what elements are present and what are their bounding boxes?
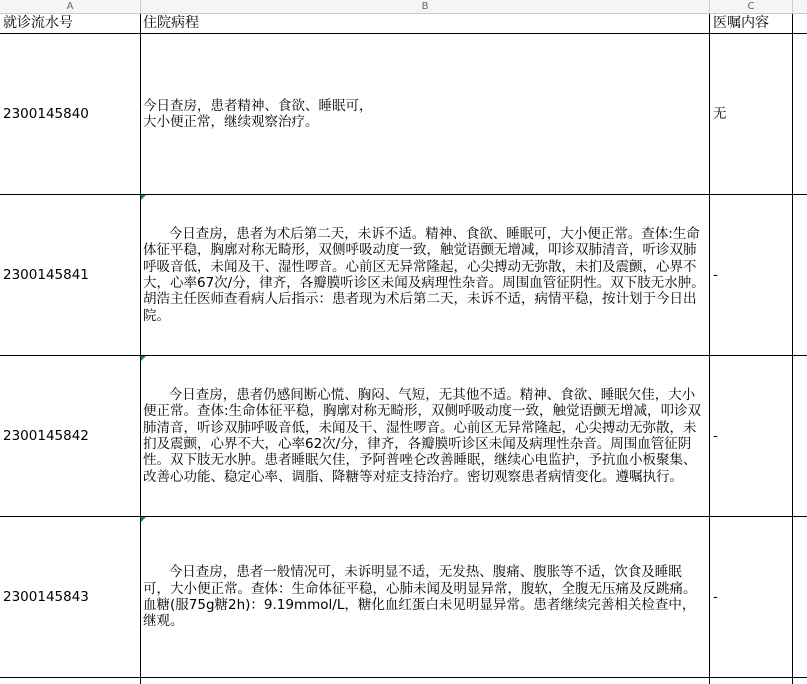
cell-order[interactable]: - [710, 195, 793, 355]
column-header-b[interactable]: B [141, 0, 710, 13]
cell-visit-id[interactable]: 2300145841 [0, 195, 141, 355]
table-row [0, 356, 807, 517]
table-row [0, 195, 807, 356]
empty-cell[interactable] [793, 517, 807, 677]
empty-cell[interactable] [793, 356, 807, 516]
cell-course[interactable]: 今日查房，患者精神、食欲、睡眠可， 大小便正常，继续观察治疗。 [141, 34, 710, 194]
empty-cell[interactable] [793, 34, 807, 194]
header-cell-course[interactable]: 住院病程 [141, 14, 710, 33]
table-row [0, 34, 807, 195]
table-row [0, 517, 807, 678]
cell-course[interactable]: 今日查房，患者一般情况可，未诉明显不适，无发热、腹痛、腹胀等不适，饮食及睡眠可，大小便正常。查体：生命体征平稳，心肺未闻及明显异常，腹软，全腹无压痛及反跳痛。血糖(服75g糖2h)：9.19mmol/L，糖化血红蛋白未见明显异常。患者继续完善相关检查中，继观。 [141, 517, 710, 677]
header-row [0, 14, 807, 34]
cell-visit-id[interactable]: 2300145843 [0, 517, 141, 677]
table-row [0, 678, 807, 684]
comment-indicator-icon [141, 517, 146, 522]
cell-visit-id[interactable]: 2300145842 [0, 356, 141, 516]
comment-indicator-icon [141, 195, 146, 200]
column-header-c[interactable]: C [710, 0, 793, 13]
cell-order[interactable]: 无 [710, 34, 793, 194]
empty-cell[interactable] [141, 678, 710, 684]
cell-course[interactable]: 今日查房，患者为术后第二天，未诉不适。精神、食欲、睡眠可，大小便正常。查体:生命体征平稳，胸廓对称无畸形，双侧呼吸动度一致，触觉语颤无增减，叩诊双肺清音，听诊双肺呼吸音低，未闻及干、湿性啰音。心前区无异常隆起，心尖搏动无弥散，未扪及震颤，心界不大，心率67次/分，律齐，各瓣膜听诊区未闻及病理性杂音。周围血管征阴性。双下肢无水肿。胡浩主任医师查看病人后指示：患者现为术后第二天，未诉不适，病情平稳，按计划于今日出院。 [141, 195, 710, 355]
empty-cell[interactable] [0, 678, 141, 684]
empty-cell[interactable] [793, 678, 807, 684]
cell-order[interactable]: - [710, 517, 793, 677]
comment-indicator-icon [141, 356, 146, 361]
header-cell-order[interactable]: 医嘱内容 [710, 14, 793, 33]
cell-order[interactable]: - [710, 356, 793, 516]
empty-cell[interactable] [710, 678, 793, 684]
cell-visit-id[interactable]: 2300145840 [0, 34, 141, 194]
empty-cell[interactable] [793, 14, 807, 33]
header-cell-id[interactable]: 就诊流水号 [0, 14, 141, 33]
column-header-a[interactable]: A [0, 0, 141, 13]
empty-cell[interactable] [793, 195, 807, 355]
column-header-bar [0, 0, 807, 14]
cell-course[interactable]: 今日查房，患者仍感间断心慌、胸闷、气短，无其他不适。精神、食欲、睡眠欠佳，大小便正常。查体:生命体征平稳，胸廓对称无畸形，双侧呼吸动度一致，触觉语颤无增减，叩诊双肺清音，听诊双肺呼吸音低，未闻及干、湿性啰音。心前区无异常隆起，心尖搏动无弥散，未扪及震颤，心界不大，心率62次/分，律齐，各瓣膜听诊区未闻及病理性杂音。周围血管征阴性。双下肢无水肿。患者睡眠欠佳，予阿普唑仑改善睡眠，继续心电监护，予抗血小板聚集、改善心功能、稳定心率、调脂、降糖等对症支持治疗。密切观察患者病情变化。遵嘱执行。 [141, 356, 710, 516]
